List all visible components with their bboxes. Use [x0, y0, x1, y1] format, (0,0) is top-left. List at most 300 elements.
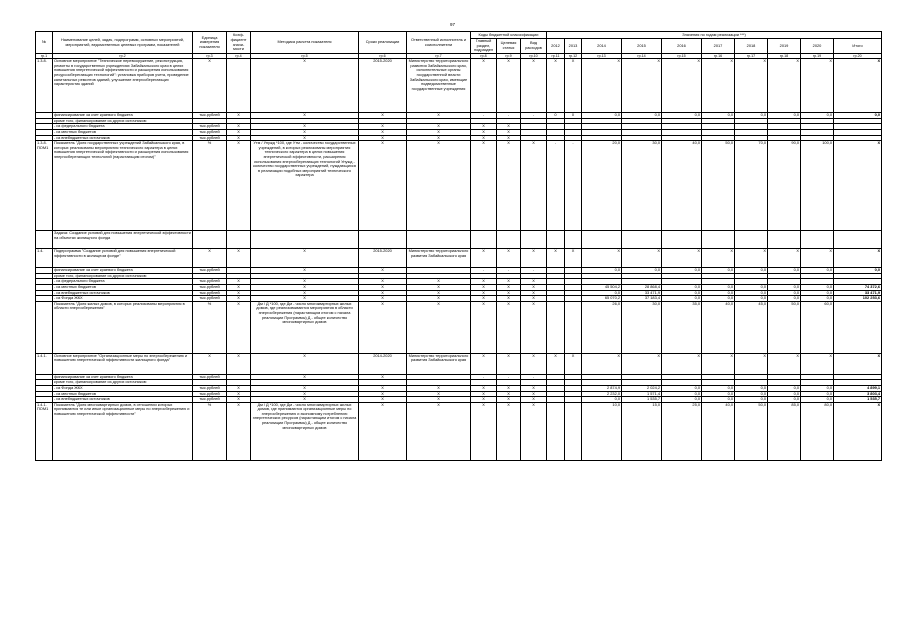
row-year-value: 90,0	[768, 141, 801, 231]
row-year-value: 20,0	[582, 141, 622, 231]
row-code-target: Х	[497, 391, 521, 397]
row-unit: тыс.рублей	[193, 397, 227, 403]
row-year-value	[702, 231, 735, 249]
row-code-type: -	[521, 374, 547, 380]
row-coef: Х	[227, 391, 251, 397]
row-method: Х	[251, 249, 359, 268]
row-name: финансирование за счет краевого бюджета	[53, 113, 193, 119]
row-period: 2015-2020	[359, 249, 407, 268]
row-code-type: Х	[521, 296, 547, 302]
row-name: - из внебюджетных источников	[53, 290, 193, 296]
row-name: - из Фонда ЖКХ	[53, 296, 193, 302]
row-period: Х	[359, 402, 407, 460]
row-year-value: 35,0	[662, 301, 702, 353]
row-year-value: 45,0	[735, 301, 768, 353]
row-method	[251, 231, 359, 249]
row-total: Х	[834, 353, 882, 374]
row-year-value: Х	[702, 249, 735, 268]
row-year-value: 50,0	[702, 141, 735, 231]
row-year-value: Х	[702, 59, 735, 113]
row-method: Х	[251, 113, 359, 119]
row-year-value: 85,0	[768, 402, 801, 460]
row-year-value: 0,0	[801, 296, 834, 302]
row-year-value: -	[565, 141, 582, 231]
row-code-type: Х	[521, 249, 547, 268]
row-year-value	[582, 231, 622, 249]
row-name: кроме того, финансирование из других источников:	[53, 273, 193, 279]
row-name: - из федерального бюджета	[53, 124, 193, 130]
row-unit: тыс.рублей	[193, 113, 227, 119]
column-number: гр.7	[407, 54, 471, 59]
column-number: гр.11	[547, 54, 565, 59]
row-year-value: 0,0	[735, 284, 768, 290]
header-year: 2020	[801, 39, 834, 54]
row-coef: Х	[227, 113, 251, 119]
row-year-value: Х	[768, 59, 801, 113]
row-year-value: 0,0	[702, 113, 735, 119]
row-coef: Х	[227, 129, 251, 135]
column-number: гр.2	[53, 54, 193, 59]
row-method: Дм / Д *100, где Дм - число многоквартирных жилых домов, где принимаются организационные меры по энергосбережению и экономному потреблению энергетических ресурсов (нарастающим итогом с начала реализации Программы) Д - общее количество многоквартирных домов	[251, 402, 359, 460]
row-year-value: 45 504,2	[582, 284, 622, 290]
row-unit: тыс.рублей	[193, 385, 227, 391]
row-year-value: Х	[622, 353, 662, 374]
row-year-value	[565, 402, 582, 460]
row-name: - из внебюджетных источников	[53, 397, 193, 403]
row-year-value: 10,0	[582, 402, 622, 460]
row-code-target: -	[497, 268, 521, 274]
row-year-value: 0	[547, 113, 565, 119]
row-responsible: Х	[407, 391, 471, 397]
row-coef: Х	[227, 135, 251, 141]
row-year-value	[622, 231, 662, 249]
row-responsible	[407, 231, 471, 249]
row-year-value: 50,0	[735, 402, 768, 460]
row-code-target: Х	[497, 135, 521, 141]
row-year-value: 0,0	[735, 385, 768, 391]
header-coef: Коэф-фициент значи-мости	[227, 32, 251, 54]
row-method: Х	[251, 268, 359, 274]
row-year-value: 2 024,2	[622, 385, 662, 391]
row-period: 2015-2020	[359, 59, 407, 113]
row-code-main: Х	[471, 397, 497, 403]
row-name: Основное мероприятие "Техническое перевооружение, реконструкция, ремонты в государственных учреждениях Забайкальского края в целях повышения энергетической эффективности и расширения использования ресурсосберегающих технологий": установка приборов учета, проведение капитальных ремонтов зданий, улучшение энергосберегающих характеристик зданий	[53, 59, 193, 113]
row-period: Х	[359, 397, 407, 403]
header-period: Сроки реализации	[359, 32, 407, 54]
row-code-main: -	[471, 268, 497, 274]
row-year-value: 40,0	[662, 141, 702, 231]
column-number: гр.12	[565, 54, 582, 59]
row-code-target: -	[497, 113, 521, 119]
row-year-value: 0,0	[768, 284, 801, 290]
row-year-value: 0,0	[662, 296, 702, 302]
row-name: Показатель "Доля государственных учреждений Забайкальского края, в которых реализованы мероприятия технического характера в целях повышения энергетической эффективности и расширения использования энергосберегающих технологий (нарастающим итогом)"	[53, 141, 193, 231]
row-unit: тыс.рублей	[193, 268, 227, 274]
row-responsible: Х	[407, 113, 471, 119]
row-number	[36, 231, 53, 249]
row-year-value: 0,0	[702, 268, 735, 274]
row-year-value: 37 183,4	[622, 296, 662, 302]
row-method: Х	[251, 284, 359, 290]
row-responsible: Х	[407, 296, 471, 302]
row-responsible: Х	[407, 402, 471, 460]
row-code-target: Х	[497, 402, 521, 460]
row-year-value: 15,0	[622, 402, 662, 460]
row-year-value: Х	[547, 249, 565, 268]
row-method: Х	[251, 391, 359, 397]
row-year-value: 2 232,0	[582, 391, 622, 397]
row-total: Х	[834, 141, 882, 231]
row-year-value: 0,0	[768, 296, 801, 302]
row-total: 1 535,7	[834, 397, 882, 403]
row-responsible: Х	[407, 301, 471, 353]
row-year-value: 1 571,4	[622, 391, 662, 397]
row-code-main: Х	[471, 391, 497, 397]
row-coef: Х	[227, 296, 251, 302]
row-code-target: Х	[497, 284, 521, 290]
row-year-value: 70,0	[735, 141, 768, 231]
row-year-value: 0,0	[801, 113, 834, 119]
row-code-main: Х	[471, 129, 497, 135]
row-year-value: 0,0	[801, 397, 834, 403]
row-period: Х	[359, 296, 407, 302]
row-year-value: 50,0	[768, 301, 801, 353]
row-coef: Х	[227, 124, 251, 130]
row-year-value	[547, 301, 565, 353]
row-code-main: Х	[471, 279, 497, 285]
row-code-target: Х	[497, 129, 521, 135]
column-number: гр.15	[662, 54, 702, 59]
row-method: Х	[251, 353, 359, 374]
column-number: гр.14	[622, 54, 662, 59]
row-year-value: 28 868,4	[622, 284, 662, 290]
row-year-value: 65 070,2	[582, 296, 622, 302]
row-coef: Х	[227, 290, 251, 296]
row-code-target	[497, 231, 521, 249]
row-year-value: 0,0	[702, 290, 735, 296]
header-year: 2019	[768, 39, 801, 54]
header-year: 2012	[547, 39, 565, 54]
row-responsible: Х	[407, 129, 471, 135]
row-unit: %	[193, 301, 227, 353]
row-year-value: Х	[768, 353, 801, 374]
row-year-value: 0,0	[662, 397, 702, 403]
row-coef: Х	[227, 284, 251, 290]
row-year-value: Х	[622, 59, 662, 113]
row-period: Х	[359, 290, 407, 296]
row-year-value	[662, 231, 702, 249]
row-year-value: 0,0	[622, 268, 662, 274]
row-year-value: 0,0	[582, 290, 622, 296]
row-year-value: 0,0	[702, 296, 735, 302]
row-unit: Х	[193, 249, 227, 268]
row-coef: Х	[227, 353, 251, 374]
row-responsible: Министерство территориального развития Забайкальского края	[407, 353, 471, 374]
row-unit	[193, 231, 227, 249]
column-number: гр.5	[251, 54, 359, 59]
row-method: Х	[251, 129, 359, 135]
row-responsible: Х	[407, 279, 471, 285]
row-year-value: 0,0	[582, 268, 622, 274]
row-year-value: Х	[662, 249, 702, 268]
row-period	[359, 231, 407, 249]
row-year-value: 60,0	[801, 301, 834, 353]
row-year-value: 1 535,7	[622, 397, 662, 403]
row-code-main: Х	[471, 353, 497, 374]
table-row	[36, 301, 882, 353]
row-code-target: Х	[497, 397, 521, 403]
row-method: Х	[251, 397, 359, 403]
row-responsible: Х	[407, 397, 471, 403]
row-method: Х	[251, 135, 359, 141]
row-year-value: 0,0	[662, 284, 702, 290]
row-code-target: Х	[497, 279, 521, 285]
row-number: 1.3.8.	[36, 59, 53, 113]
row-number: 1.3.8. ПОМ1	[36, 141, 53, 231]
row-year-value: 0,0	[622, 113, 662, 119]
header-resp: Ответственный исполнитель и соисполнители	[407, 32, 471, 54]
row-total: 74 372,6	[834, 284, 882, 290]
row-code-type: Х	[521, 397, 547, 403]
row-year-value: Х	[801, 353, 834, 374]
column-number: гр.16	[702, 54, 735, 59]
row-year-value: 40,0	[702, 402, 735, 460]
row-year-value: Х	[547, 353, 565, 374]
row-year-value: 0,0	[801, 290, 834, 296]
column-number: гр.6	[359, 54, 407, 59]
row-name: - из местных бюджетов	[53, 284, 193, 290]
row-coef	[227, 59, 251, 113]
row-method: Х	[251, 279, 359, 285]
row-year-value: 0,0	[702, 385, 735, 391]
row-period: Х	[359, 113, 407, 119]
row-year-value: 0,0	[801, 385, 834, 391]
row-responsible: Х	[407, 284, 471, 290]
row-method: Х	[251, 374, 359, 380]
row-name: финансирование за счет краевого бюджета	[53, 374, 193, 380]
row-year-value	[565, 301, 582, 353]
row-total: 0,0	[834, 268, 882, 274]
row-total: 4 899,1	[834, 385, 882, 391]
row-unit: тыс.рублей	[193, 284, 227, 290]
row-year-value: Х	[735, 353, 768, 374]
row-responsible: Министерство территориального развития Забайкальского края	[407, 249, 471, 268]
row-code-main: Х	[471, 59, 497, 113]
header-year: 2018	[735, 39, 768, 54]
header-name: Наименование целей, задач, подпрограмм, основных мероприятий, мероприятий, ведомственных целевых программ, показателей	[53, 32, 193, 54]
row-year-value: 26,0	[582, 301, 622, 353]
row-code-main: Х	[471, 296, 497, 302]
row-year-value: 0,0	[768, 290, 801, 296]
row-method: Х	[251, 124, 359, 130]
row-name: - из федерального бюджета	[53, 279, 193, 285]
table-row	[36, 249, 882, 268]
row-code-main: Х	[471, 141, 497, 231]
row-total	[834, 231, 882, 249]
row-code-type: Х	[521, 385, 547, 391]
row-year-value	[547, 402, 565, 460]
row-year-value: 0,0	[582, 397, 622, 403]
row-period: Х	[359, 279, 407, 285]
row-year-value	[801, 231, 834, 249]
row-name: Задача: Создание условий для повышения энергетической эффективности на объектах жилищного фонда	[53, 231, 193, 249]
row-code-target: Х	[497, 59, 521, 113]
row-year-value: 2 874,9	[582, 385, 622, 391]
header-year: 2014	[582, 39, 622, 54]
row-unit: тыс.рублей	[193, 374, 227, 380]
row-year-value: 0	[565, 113, 582, 119]
column-number: гр.20	[834, 54, 882, 59]
table-row	[36, 231, 882, 249]
row-method: Х	[251, 59, 359, 113]
table-row	[36, 59, 882, 113]
column-number: гр.8	[471, 54, 497, 59]
row-period: Х	[359, 284, 407, 290]
row-code-target: Х	[497, 141, 521, 231]
row-period: Х	[359, 135, 407, 141]
row-coef: Х	[227, 301, 251, 353]
row-year-value: 0,0	[662, 268, 702, 274]
row-code-main: Х	[471, 284, 497, 290]
row-code-type: Х	[521, 290, 547, 296]
header-total: Итого	[834, 39, 882, 54]
column-number: гр.18	[768, 54, 801, 59]
row-total: 33 471,9	[834, 290, 882, 296]
table-row	[36, 402, 882, 460]
row-coef: Х	[227, 141, 251, 231]
row-year-value: Х	[565, 353, 582, 374]
row-unit: Х	[193, 59, 227, 113]
row-year-value: 33 471,9	[622, 290, 662, 296]
row-unit: Х	[193, 353, 227, 374]
row-year-value: 0,0	[735, 268, 768, 274]
row-year-value: 0,0	[801, 284, 834, 290]
row-coef: Х	[227, 385, 251, 391]
row-number: 1.4.1.	[36, 353, 53, 374]
row-responsible: Х	[407, 141, 471, 231]
row-coef	[227, 231, 251, 249]
row-coef: Х	[227, 279, 251, 285]
row-code-target: Х	[497, 301, 521, 353]
row-period: Х	[359, 391, 407, 397]
row-total: 3 803,4	[834, 391, 882, 397]
row-year-value: -	[547, 141, 565, 231]
row-year-value: Х	[662, 353, 702, 374]
row-year-value: Х	[565, 59, 582, 113]
row-year-value: 80,0	[801, 402, 834, 460]
row-year-value	[735, 231, 768, 249]
program-table	[35, 31, 882, 461]
row-unit: тыс.рублей	[193, 296, 227, 302]
row-code-type	[521, 231, 547, 249]
header-year: 2017	[702, 39, 735, 54]
row-coef: Х	[227, 397, 251, 403]
row-name: - из местных бюджетов	[53, 391, 193, 397]
column-number: гр.4	[227, 54, 251, 59]
row-year-value: Х	[547, 59, 565, 113]
row-name: финансирование за счет краевого бюджета	[53, 268, 193, 274]
row-code-target: Х	[497, 124, 521, 130]
row-code-main	[471, 231, 497, 249]
row-year-value: 40,0	[702, 301, 735, 353]
row-code-type: Х	[521, 59, 547, 113]
column-number: гр.13	[582, 54, 622, 59]
row-coef: Х	[227, 249, 251, 268]
row-year-value: 0,0	[735, 391, 768, 397]
row-code-main: Х	[471, 135, 497, 141]
row-year-value: 25,0	[662, 402, 702, 460]
row-year-value: Х	[735, 59, 768, 113]
row-code-type: Х	[521, 353, 547, 374]
row-code-main: Х	[471, 402, 497, 460]
row-year-value	[565, 231, 582, 249]
row-year-value: Х	[702, 353, 735, 374]
row-code-main: Х	[471, 124, 497, 130]
column-number: гр.3	[193, 54, 227, 59]
row-year-value: 0,0	[735, 113, 768, 119]
row-year-value: Х	[768, 249, 801, 268]
header-year: 2016	[662, 39, 702, 54]
row-code-main: Х	[471, 290, 497, 296]
row-year-value: 0,0	[768, 391, 801, 397]
row-year-value: 0,0	[662, 290, 702, 296]
row-unit: тыс.рублей	[193, 290, 227, 296]
table-row	[36, 353, 882, 374]
row-total: 0,0	[834, 113, 882, 119]
header-code-target: Целевая статья	[497, 39, 521, 54]
row-period: Х	[359, 268, 407, 274]
row-code-target: -	[497, 374, 521, 380]
row-responsible: Х	[407, 385, 471, 391]
row-coef: Х	[227, 402, 251, 460]
header-code-type: Вид расходов	[521, 39, 547, 54]
row-year-value: 0,0	[735, 296, 768, 302]
row-code-target: Х	[497, 249, 521, 268]
row-unit: тыс.рублей	[193, 279, 227, 285]
row-year-value: 0,0	[662, 385, 702, 391]
table-row	[36, 141, 882, 231]
row-code-main: Х	[471, 249, 497, 268]
row-year-value: Х	[582, 249, 622, 268]
row-year-value: 0,0	[768, 268, 801, 274]
column-number: гр.1	[36, 54, 53, 59]
header-year: 2015	[622, 39, 662, 54]
row-code-main: -	[471, 113, 497, 119]
row-period: Х	[359, 374, 407, 380]
row-code-type: -	[521, 268, 547, 274]
row-responsible: Х	[407, 124, 471, 130]
row-code-main: -	[471, 374, 497, 380]
row-code-type: Х	[521, 284, 547, 290]
row-name: Основное мероприятие "Организационные меры по энергосбережению и повышению энергетической эффективности жилищного фонда"	[53, 353, 193, 374]
row-year-value: 0,0	[768, 385, 801, 391]
row-unit: %	[193, 402, 227, 460]
header-year: 2013	[565, 39, 582, 54]
row-name: - из местных бюджетов	[53, 129, 193, 135]
row-code-type: Х	[521, 279, 547, 285]
row-name: Подпрограмма "Создание условий для повышения энергетической эффективности в жилищном фонде"	[53, 249, 193, 268]
row-code-type: Х	[521, 402, 547, 460]
row-unit: тыс.рублей	[193, 135, 227, 141]
row-total: Х	[834, 402, 882, 460]
row-responsible: Х	[407, 135, 471, 141]
row-code-type: Х	[521, 391, 547, 397]
header-unit: Единица измерения показателя	[193, 32, 227, 54]
row-year-value: Х	[622, 249, 662, 268]
row-number: 1.4.1. ПОМ1	[36, 402, 53, 460]
row-year-value: 0,0	[582, 113, 622, 119]
row-year-value: 0,0	[801, 391, 834, 397]
